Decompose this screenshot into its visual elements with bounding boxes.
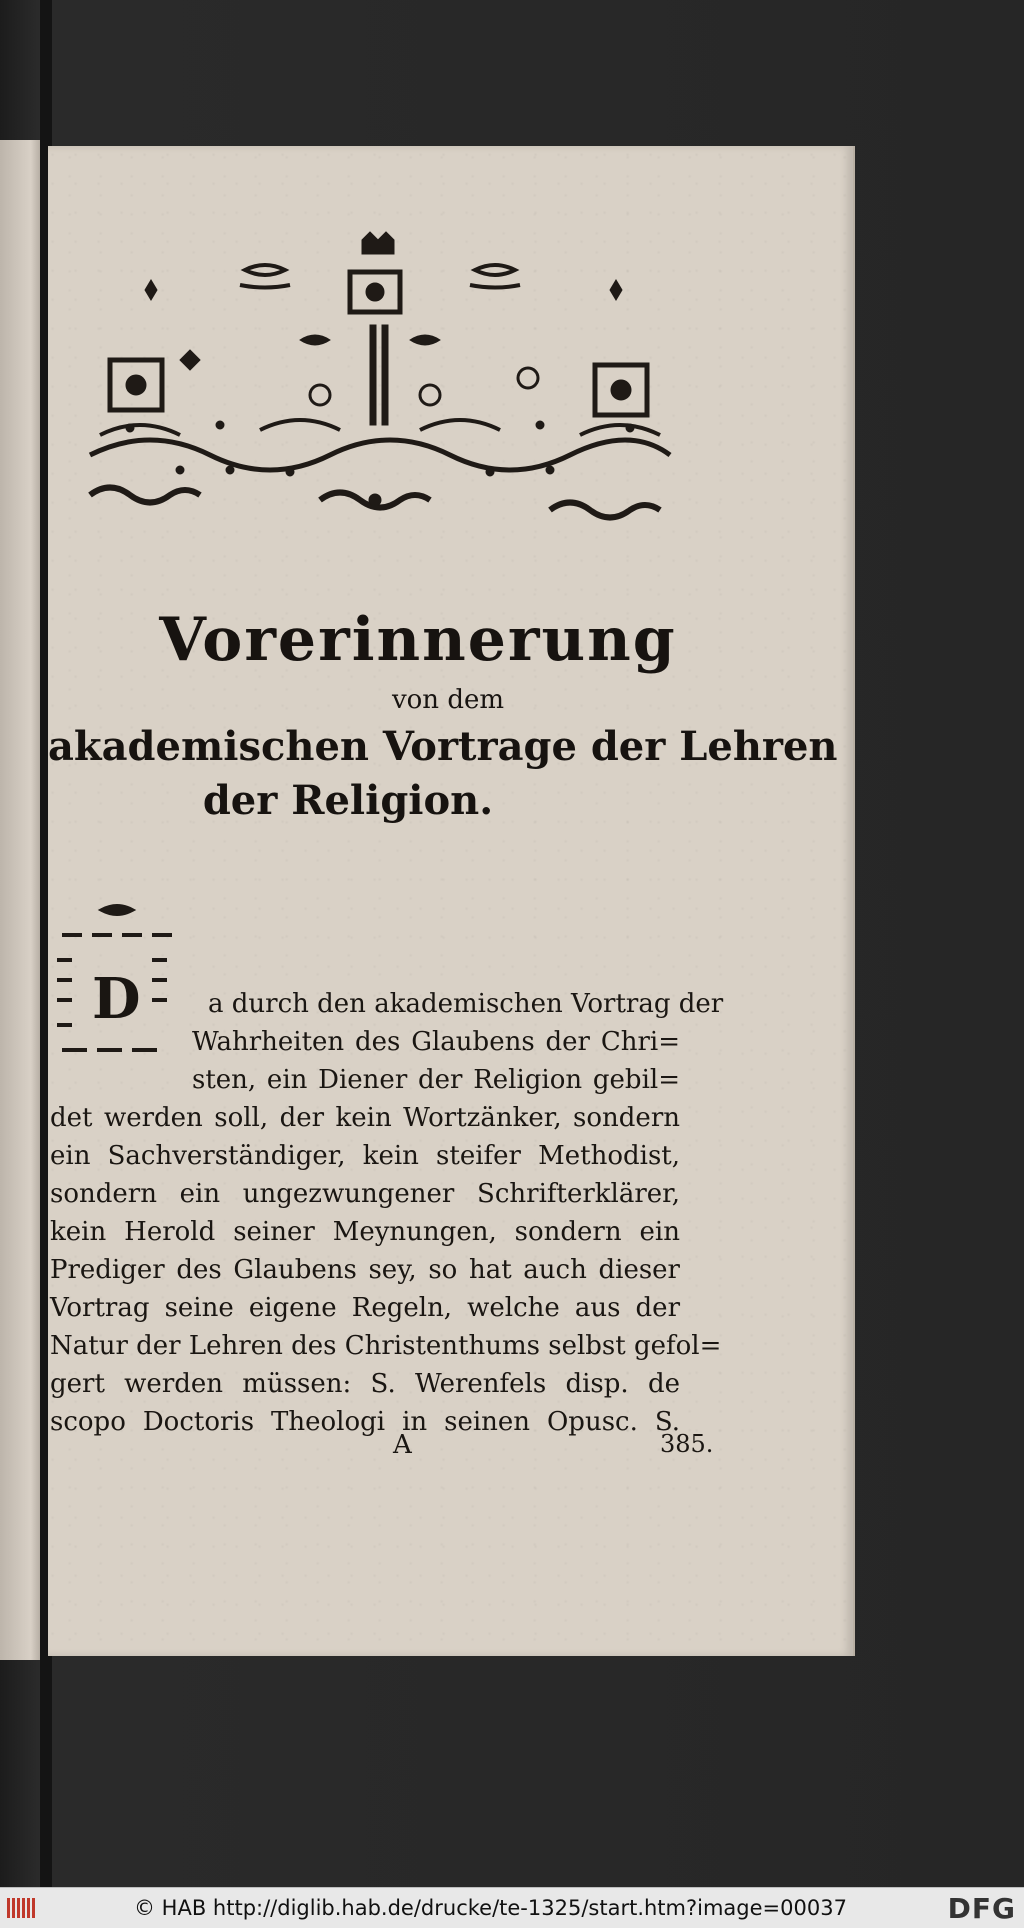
source-url-link[interactable]: © HAB http://diglib.hab.de/drucke/te-1325/start.htm?image=00037 — [134, 1896, 847, 1920]
body-line: Wahrheiten des Glaubens der Chri= — [192, 1027, 680, 1057]
body-line: Natur der Lehren des Christenthums selbst gefol= — [50, 1331, 722, 1361]
title-line-1: akademischen Vortrage der Lehren — [48, 723, 838, 770]
body-line: Vortrag seine eigene Regeln, welche aus der — [50, 1293, 680, 1323]
body-line: scopo Doctoris Theologi in seinen Opusc. S. — [50, 1407, 680, 1437]
body-line: sondern ein ungezwungener Schrifterklärer, — [50, 1179, 680, 1209]
title-block — [48, 600, 838, 828]
left-page-edge — [0, 140, 44, 1660]
body-line: kein Herold seiner Meynungen, sondern ein — [50, 1217, 680, 1247]
dfg-logo: DFG — [947, 1892, 1016, 1925]
catchword: 385. — [660, 1430, 714, 1458]
title-line-2: der Religion. — [202, 777, 494, 824]
signature-mark: A — [393, 1430, 412, 1460]
body-line: sten, ein Diener der Religion gebil= — [192, 1065, 680, 1095]
body-line: Prediger des Glaubens sey, so hat auch dieser — [50, 1255, 680, 1285]
library-logo-icon — [6, 1896, 40, 1920]
body-line: det werden soll, der kein Wortzänker, sondern — [50, 1103, 680, 1133]
decorative-headpiece-ornament — [70, 230, 690, 530]
body-paragraph — [50, 985, 724, 1441]
viewer-footer-bar — [0, 1887, 1024, 1928]
body-line: a durch den akademischen Vortrag der — [208, 989, 724, 1019]
body-line: gert werden müssen: S. Werenfels disp. de — [50, 1369, 680, 1399]
initial-letter: D — [92, 966, 141, 1032]
page-title: Vorerinnerung — [159, 605, 677, 675]
body-line: ein Sachverständiger, kein steifer Methodist, — [50, 1141, 680, 1171]
title-subtitle: von dem — [391, 685, 505, 715]
